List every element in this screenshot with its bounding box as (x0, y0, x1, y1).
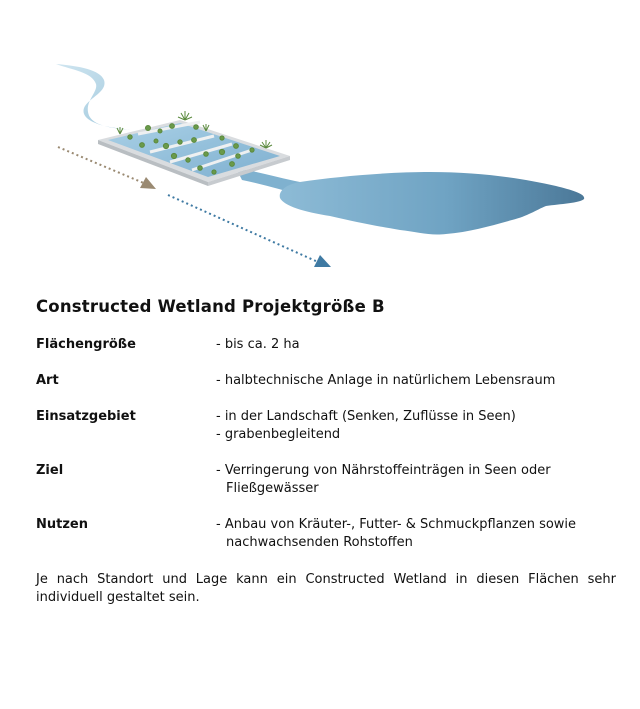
spec-values (216, 372, 616, 390)
spec-label: Art (36, 373, 59, 388)
spec-row-benefit (36, 516, 616, 552)
spec-row-goal (36, 462, 616, 498)
spec-value: - grabenbegleitend (216, 427, 341, 442)
spec-value: - Anbau von Kräuter-, Futter- & Schmuckpflanzen sowie nachwachsenden Rohstoffen (216, 517, 577, 550)
spec-row-type (36, 372, 616, 390)
page-title: Constructed Wetland Projektgröße B (36, 297, 385, 316)
lake (280, 172, 584, 235)
inflow-stream (56, 64, 130, 130)
spec-row-area (36, 336, 616, 354)
wetland-illustration (0, 0, 640, 290)
spec-label: Einsatzgebiet (36, 409, 136, 424)
spec-values (216, 408, 616, 444)
spec-row-application-area (36, 408, 616, 444)
spec-value: - bis ca. 2 ha (216, 337, 300, 352)
spec-values (216, 462, 616, 498)
spec-label: Flächengröße (36, 337, 136, 352)
spec-label: Ziel (36, 463, 64, 478)
spec-value: - halbtechnische Anlage in natürlichem Lebensraum (216, 373, 556, 388)
spec-value: - in der Landschaft (Senken, Zuflüsse in Seen) (216, 409, 516, 424)
spec-value: - Verringerung von Nährstoffeinträgen in Seen oder Fließgewässer (216, 463, 551, 496)
spec-table (36, 336, 616, 552)
spec-label: Nutzen (36, 517, 88, 532)
spec-values (216, 336, 616, 354)
spec-values (216, 516, 616, 552)
footnote: Je nach Standort und Lage kann ein Constructed Wetland in diesen Flächen sehr individuell gestaltet sein. (36, 572, 616, 605)
